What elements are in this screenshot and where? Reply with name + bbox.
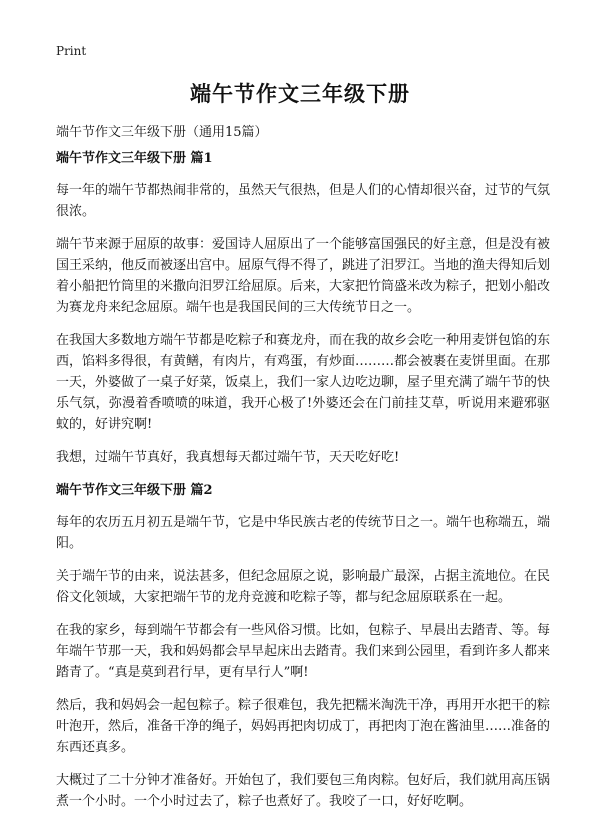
essay-section-2 [56,482,550,812]
paragraph: 在我国大多数地方端午节都是吃粽子和赛龙舟，而在我的故乡会吃一种用麦饼包馅的东西，馅料多得很，有黄鳝，有肉片，有鸡蛋，有炒面………都会被裹在麦饼里面。在那一天，外婆做了一桌子好菜，饭桌上，我们一家人边吃边聊，屋子里充满了端午节的快乐气氛，弥漫着香喷喷的味道，我开心极了!外婆还会在门前挂艾草，听说用来避邪驱蚊的，好讲究啊! [56,333,551,432]
paragraph: 每年的农历五月初五是端午节，它是中华民族古老的传统节日之一。端午也称端五，端阳。 [56,515,551,551]
article-body [56,150,550,824]
section-heading: 端午节作文三年级下册 篇2 [56,483,213,498]
essay-section-1 [56,150,550,468]
print-label[interactable]: Print [56,44,87,58]
paragraph: 每一年的端午节都热闹非常的，虽然天气很热，但是人们的心情却很兴奋，过节的气氛很浓。 [56,183,551,219]
paragraph: 大概过了二十分钟才准备好。开始包了，我们要包三角肉粽。包好后，我们就用高压锅煮一个小时。一个小时过去了，粽子也煮好了。我咬了一口，好好吃啊。 [56,773,551,809]
section-heading: 端午节作文三年级下册 篇1 [56,151,213,166]
paragraph: 端午节来源于屈原的故事：爱国诗人屈原出了一个能够富国强民的好主意，但是没有被国王采纳，他反而被逐出宫中。屈原气得不得了，跳进了汨罗江。当地的渔夫得知后划着小船把竹筒里的米撒向汨罗江给屈原。后来，大家把竹筒盛米改为粽子，把划小船改为赛龙舟来纪念屈原。端午也是我国民间的三大传统节日之一。 [56,237,551,315]
page-title: 端午节作文三年级下册 [190,81,410,106]
paragraph: 关于端午节的由来，说法甚多，但纪念屈原之说，影响最广最深，占据主流地位。在民俗文化领域，大家把端午节的龙舟竞渡和吃粽子等，都与纪念屈原联系在一起。 [56,569,551,605]
paragraph: 然后，我和妈妈会一起包粽子。粽子很难包，我先把糯米淘洗干净，再用开水把干的粽叶泡开，然后，准备干净的绳子，妈妈再把肉切成丁，再把肉丁泡在酱油里……准备的东西还真多。 [56,698,551,755]
paragraph: 在我的家乡，每到端午节都会有一些风俗习惯。比如，包粽子、早晨出去踏青、等。每年端午节那一天，我和妈妈都会早早起床出去踏青。我们来到公园里，看到许多人都来踏青了。“真是莫到君行早，更有早行人”啊! [56,623,551,680]
document-subtitle: 端午节作文三年级下册（通用15篇） [56,125,268,140]
paragraph: 我想，过端午节真好，我真想每天都过端午节，天天吃好吃! [56,450,400,465]
